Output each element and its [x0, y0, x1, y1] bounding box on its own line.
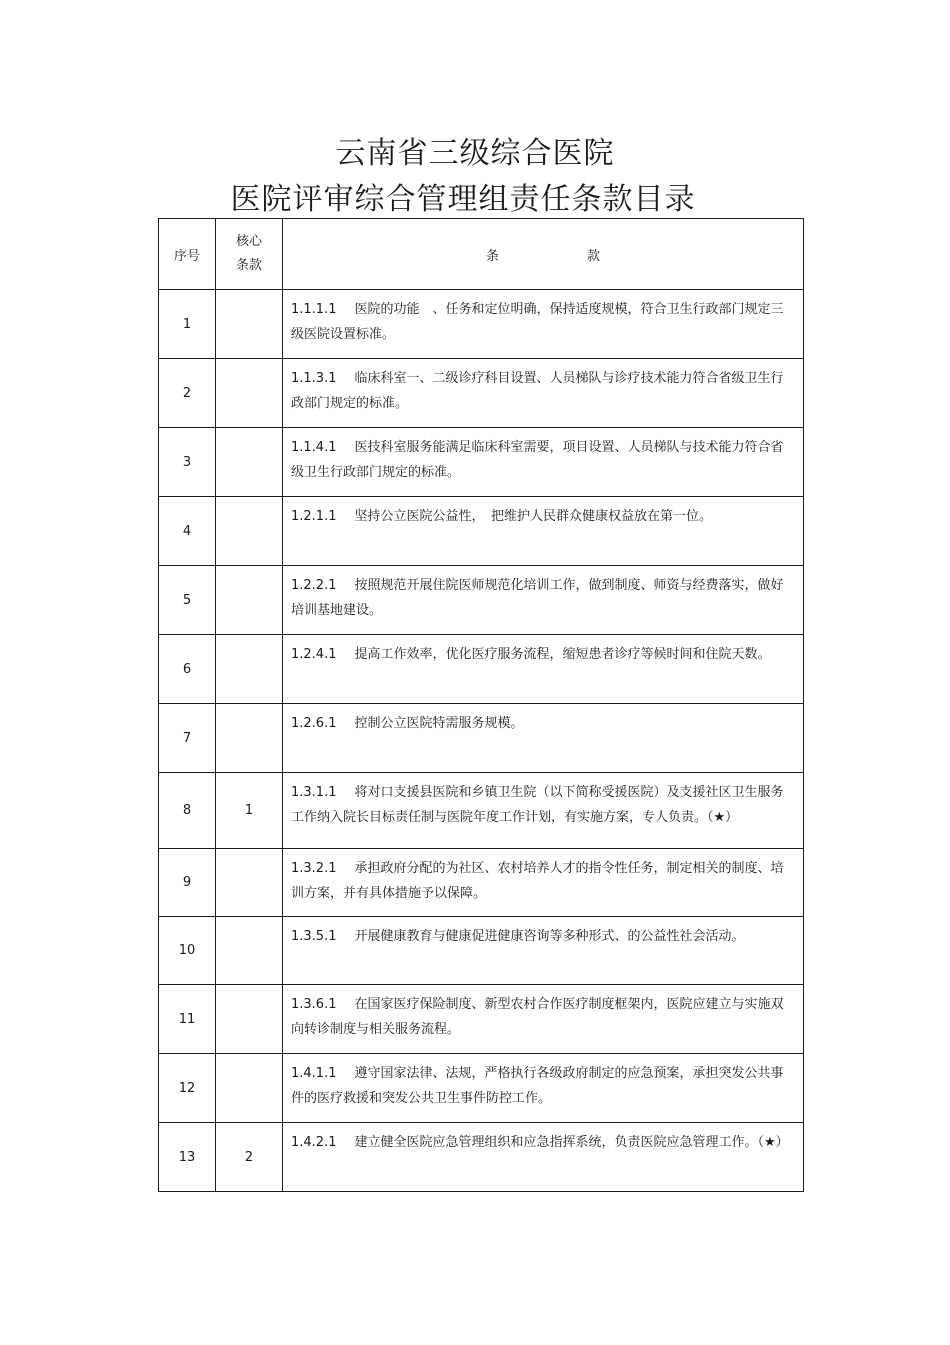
row-clause [283, 1054, 804, 1123]
row-clause [283, 773, 804, 849]
row-number: 8 [159, 773, 216, 849]
row-clause [283, 359, 804, 428]
clause-text: 控制公立医院特需服务规模。 [354, 716, 524, 731]
clause-code: 1.1.4.1 [291, 440, 337, 455]
table-row [159, 566, 804, 635]
table-row [159, 497, 804, 566]
clause-text: 医技科室服务能满足临床科室需要，项目设置、人员梯队与技术能力符合省级卫生行政部门规定的标准。 [291, 440, 784, 480]
row-number: 12 [159, 1054, 216, 1123]
clause-text: 提高工作效率，优化医疗服务流程，缩短患者诊疗等候时间和住院天数。 [354, 647, 771, 662]
row-core-clause: 2 [216, 1123, 283, 1192]
clause-text: 医院的功能 、任务和定位明确，保持适度规模，符合卫生行政部门规定三级医院设置标准。 [291, 302, 784, 342]
table-row [159, 985, 804, 1054]
row-clause [283, 1123, 804, 1192]
document-title-line2: 医院评审综合管理组责任条款目录 [230, 182, 696, 217]
row-core-clause [216, 917, 283, 985]
row-number: 7 [159, 704, 216, 773]
header-core-line1: 核心 [235, 234, 262, 249]
clause-table [158, 218, 804, 1192]
table-row [159, 704, 804, 773]
clause-text: 按照规范开展住院医师规范化培训工作，做到制度、师资与经费落实，做好培训基地建设。 [291, 578, 784, 618]
row-clause [283, 566, 804, 635]
header-core [216, 219, 283, 290]
row-clause [283, 849, 804, 917]
row-core-clause [216, 290, 283, 359]
header-clause-a: 条 [485, 248, 499, 264]
clause-code: 1.1.1.1 [291, 302, 337, 317]
row-core-clause [216, 635, 283, 704]
clause-text: 遵守国家法律、法规，严格执行各级政府制定的应急预案，承担突发公共事件的医疗救援和突发公共卫生事件防控工作。 [291, 1066, 784, 1106]
row-core-clause [216, 566, 283, 635]
row-core-clause: 1 [216, 773, 283, 849]
table-row [159, 635, 804, 704]
table-row [159, 917, 804, 985]
table-header-row [159, 219, 804, 290]
clause-code: 1.3.5.1 [291, 929, 337, 944]
clause-code: 1.4.2.1 [291, 1135, 337, 1150]
clause-code: 1.4.1.1 [291, 1066, 337, 1081]
row-clause [283, 428, 804, 497]
row-core-clause [216, 359, 283, 428]
row-number: 4 [159, 497, 216, 566]
header-core-line2: 条款 [235, 258, 262, 273]
table-row [159, 1054, 804, 1123]
row-core-clause [216, 704, 283, 773]
row-clause [283, 635, 804, 704]
row-number: 2 [159, 359, 216, 428]
table-row [159, 428, 804, 497]
row-clause [283, 290, 804, 359]
header-no: 序号 [159, 219, 216, 290]
clause-code: 1.3.6.1 [291, 997, 337, 1012]
clause-code: 1.2.4.1 [291, 647, 337, 662]
clause-text: 将对口支援县医院和乡镇卫生院（以下简称受援医院）及支援社区卫生服务工作纳入院长目标责任制与医院年度工作计划，有实施方案，专人负责。（★） [291, 785, 784, 825]
row-core-clause [216, 1054, 283, 1123]
header-clause [283, 219, 804, 290]
clause-text: 临床科室一、二级诊疗科目设置、人员梯队与诊疗技术能力符合省级卫生行政部门规定的标准。 [291, 371, 784, 411]
clause-code: 1.1.3.1 [291, 371, 337, 386]
document-title-line1: 云南省三级综合医院 [335, 136, 615, 171]
row-core-clause [216, 428, 283, 497]
clause-code: 1.2.1.1 [291, 509, 337, 524]
row-clause [283, 917, 804, 985]
row-number: 9 [159, 849, 216, 917]
clause-text: 坚持公立医院公益性， 把维护人民群众健康权益放在第一位。 [354, 509, 712, 524]
row-number: 10 [159, 917, 216, 985]
header-clause-b: 款 [587, 248, 601, 264]
row-core-clause [216, 497, 283, 566]
clause-text: 承担政府分配的为社区、农村培养人才的指令性任务，制定相关的制度、培训方案，并有具体措施予以保障。 [291, 861, 784, 901]
row-clause [283, 704, 804, 773]
clause-text: 开展健康教育与健康促进健康咨询等多种形式、的公益性社会活动。 [354, 929, 745, 944]
clause-code: 1.2.2.1 [291, 578, 337, 593]
row-number: 6 [159, 635, 216, 704]
row-clause [283, 985, 804, 1054]
clause-code: 1.2.6.1 [291, 716, 337, 731]
table-row [159, 849, 804, 917]
row-number: 11 [159, 985, 216, 1054]
clause-text: 在国家医疗保险制度、新型农村合作医疗制度框架内，医院应建立与实施双向转诊制度与相关服务流程。 [291, 997, 784, 1037]
table-row [159, 290, 804, 359]
row-core-clause [216, 849, 283, 917]
row-number: 5 [159, 566, 216, 635]
row-number: 3 [159, 428, 216, 497]
clause-table-body [159, 219, 804, 1192]
clause-code: 1.3.2.1 [291, 861, 337, 876]
table-row [159, 773, 804, 849]
table-row [159, 359, 804, 428]
row-number: 1 [159, 290, 216, 359]
clause-text: 建立健全医院应急管理组织和应急指挥系统，负责医院应急管理工作。（★） [354, 1135, 789, 1150]
row-number: 13 [159, 1123, 216, 1192]
clause-code: 1.3.1.1 [291, 785, 337, 800]
row-core-clause [216, 985, 283, 1054]
table-row [159, 1123, 804, 1192]
row-clause [283, 497, 804, 566]
